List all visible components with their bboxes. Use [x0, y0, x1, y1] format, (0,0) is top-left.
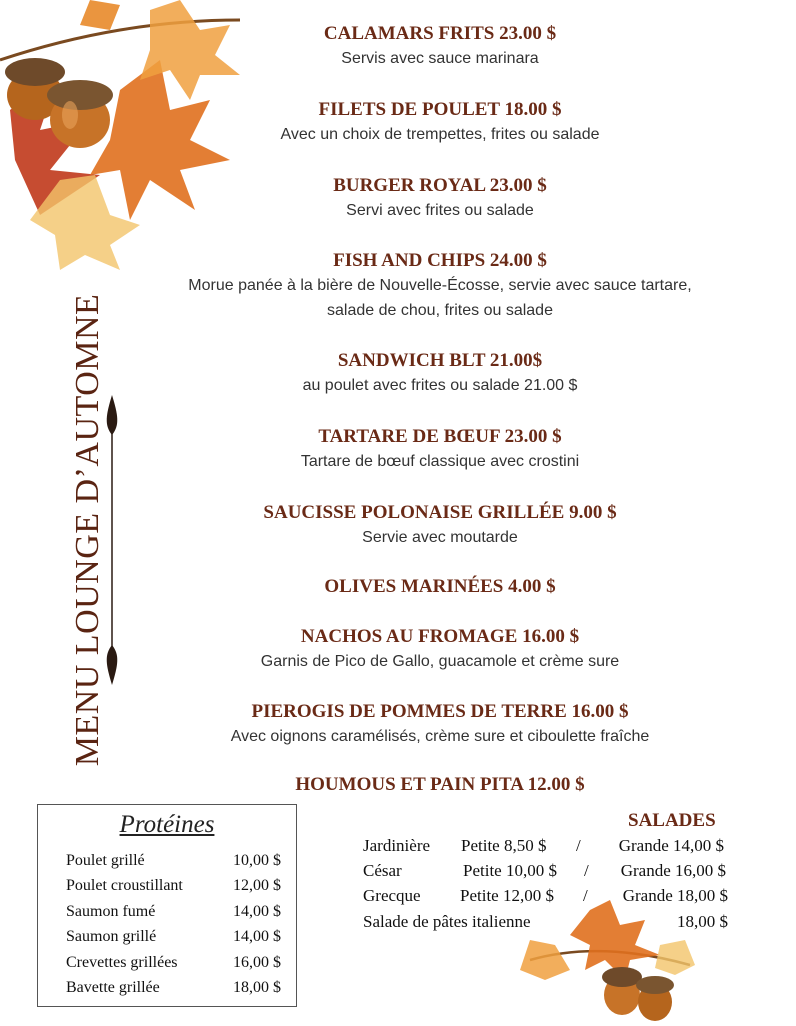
item-name: HOUMOUS ET PAIN PITA 12.00 $ — [295, 774, 585, 795]
proteine-row — [66, 877, 281, 902]
menu-item — [130, 98, 750, 147]
acorn-decoration — [510, 900, 710, 1026]
menu-item — [130, 249, 750, 323]
salade-petite: Petite 10,00 $ — [463, 861, 557, 880]
salade-grande: Grande 18,00 $ — [622, 886, 728, 905]
item-name: SANDWICH BLT 21.00$ — [337, 350, 543, 371]
side-rule-divider — [100, 395, 124, 685]
proteine-name: Saumon grillé — [66, 928, 157, 945]
salade-name: Jardinière — [363, 836, 431, 855]
menu-item — [130, 575, 750, 599]
side-title: MENU LOUNGE D’AUTOMNE — [69, 293, 106, 767]
salade-grande: Grande 14,00 $ — [618, 836, 724, 855]
item-description: Servi avec frites ou salade — [346, 202, 534, 219]
salade-separator: / — [583, 886, 588, 905]
proteine-price: 14,00 $ — [233, 928, 281, 945]
item-name: CALAMARS FRITS 23.00 $ — [323, 23, 557, 44]
item-name: SAUCISSE POLONAISE GRILLÉE 9.00 $ — [263, 502, 617, 523]
menu-item — [130, 174, 750, 223]
item-description: Avec oignons caramélisés, crème sure et ciboulette fraîche — [230, 728, 650, 745]
item-name: OLIVES MARINÉES 4.00 $ — [324, 576, 556, 597]
proteine-row — [66, 928, 281, 953]
salade-grande: 18,00 $ — [677, 912, 728, 931]
proteine-price: 14,00 $ — [233, 903, 281, 920]
item-name: NACHOS AU FROMAGE 16.00 $ — [300, 626, 580, 647]
item-description: au poulet avec frites ou salade 21.00 $ — [302, 377, 578, 394]
menu-item — [130, 349, 750, 398]
menu-item — [130, 773, 750, 797]
proteine-price: 10,00 $ — [233, 852, 281, 869]
item-description: Morue panée à la bière de Nouvelle-Écosse, servie avec sauce tartare, — [188, 277, 692, 294]
proteine-name: Poulet croustillant — [66, 877, 183, 894]
item-description: Garnis de Pico de Gallo, guacamole et crème sure — [260, 653, 620, 670]
salade-name: César — [363, 861, 402, 880]
menu-item — [130, 425, 750, 474]
salade-petite: Petite 8,50 $ — [461, 836, 547, 855]
item-description: salade de chou, frites ou salade — [327, 302, 553, 319]
proteine-price: 12,00 $ — [233, 877, 281, 894]
menu-item — [130, 501, 750, 550]
item-description: Avec un choix de trempettes, frites ou salade — [280, 126, 600, 143]
proteine-row — [66, 954, 281, 979]
proteine-row — [66, 852, 281, 877]
menu-item — [130, 625, 750, 674]
salade-separator: / — [584, 861, 589, 880]
item-name: PIEROGIS DE POMMES DE TERRE 16.00 $ — [251, 701, 629, 722]
item-name: TARTARE DE BŒUF 23.00 $ — [318, 426, 562, 447]
salades-title: SALADES — [628, 810, 716, 831]
salade-name: Grecque — [363, 886, 421, 905]
proteines-box — [37, 804, 297, 1007]
salade-separator: / — [576, 836, 581, 855]
item-description: Servis avec sauce marinara — [341, 50, 539, 67]
item-description: Tartare de bœuf classique avec crostini — [300, 453, 580, 470]
proteines-title: Protéines — [119, 811, 215, 838]
proteine-row — [66, 979, 281, 1004]
item-name: BURGER ROYAL 23.00 $ — [333, 175, 547, 196]
proteine-name: Saumon fumé — [66, 903, 156, 920]
proteine-price: 16,00 $ — [233, 954, 281, 971]
item-name: FISH AND CHIPS 24.00 $ — [333, 250, 547, 271]
menu-item — [130, 700, 750, 749]
proteine-name: Bavette grillée — [66, 979, 160, 996]
salade-petite: Petite 12,00 $ — [460, 886, 554, 905]
item-description: Servie avec moutarde — [362, 529, 518, 546]
salade-row — [363, 836, 728, 861]
salade-row — [363, 861, 728, 886]
proteine-row — [66, 903, 281, 928]
item-name: FILETS DE POULET 18.00 $ — [318, 99, 562, 120]
proteine-name: Poulet grillé — [66, 852, 145, 869]
salade-name: Salade de pâtes italienne — [363, 912, 531, 931]
proteine-name: Crevettes grillées — [66, 954, 178, 971]
menu-item — [130, 22, 750, 71]
proteine-price: 18,00 $ — [233, 979, 281, 996]
salade-grande: Grande 16,00 $ — [620, 861, 726, 880]
